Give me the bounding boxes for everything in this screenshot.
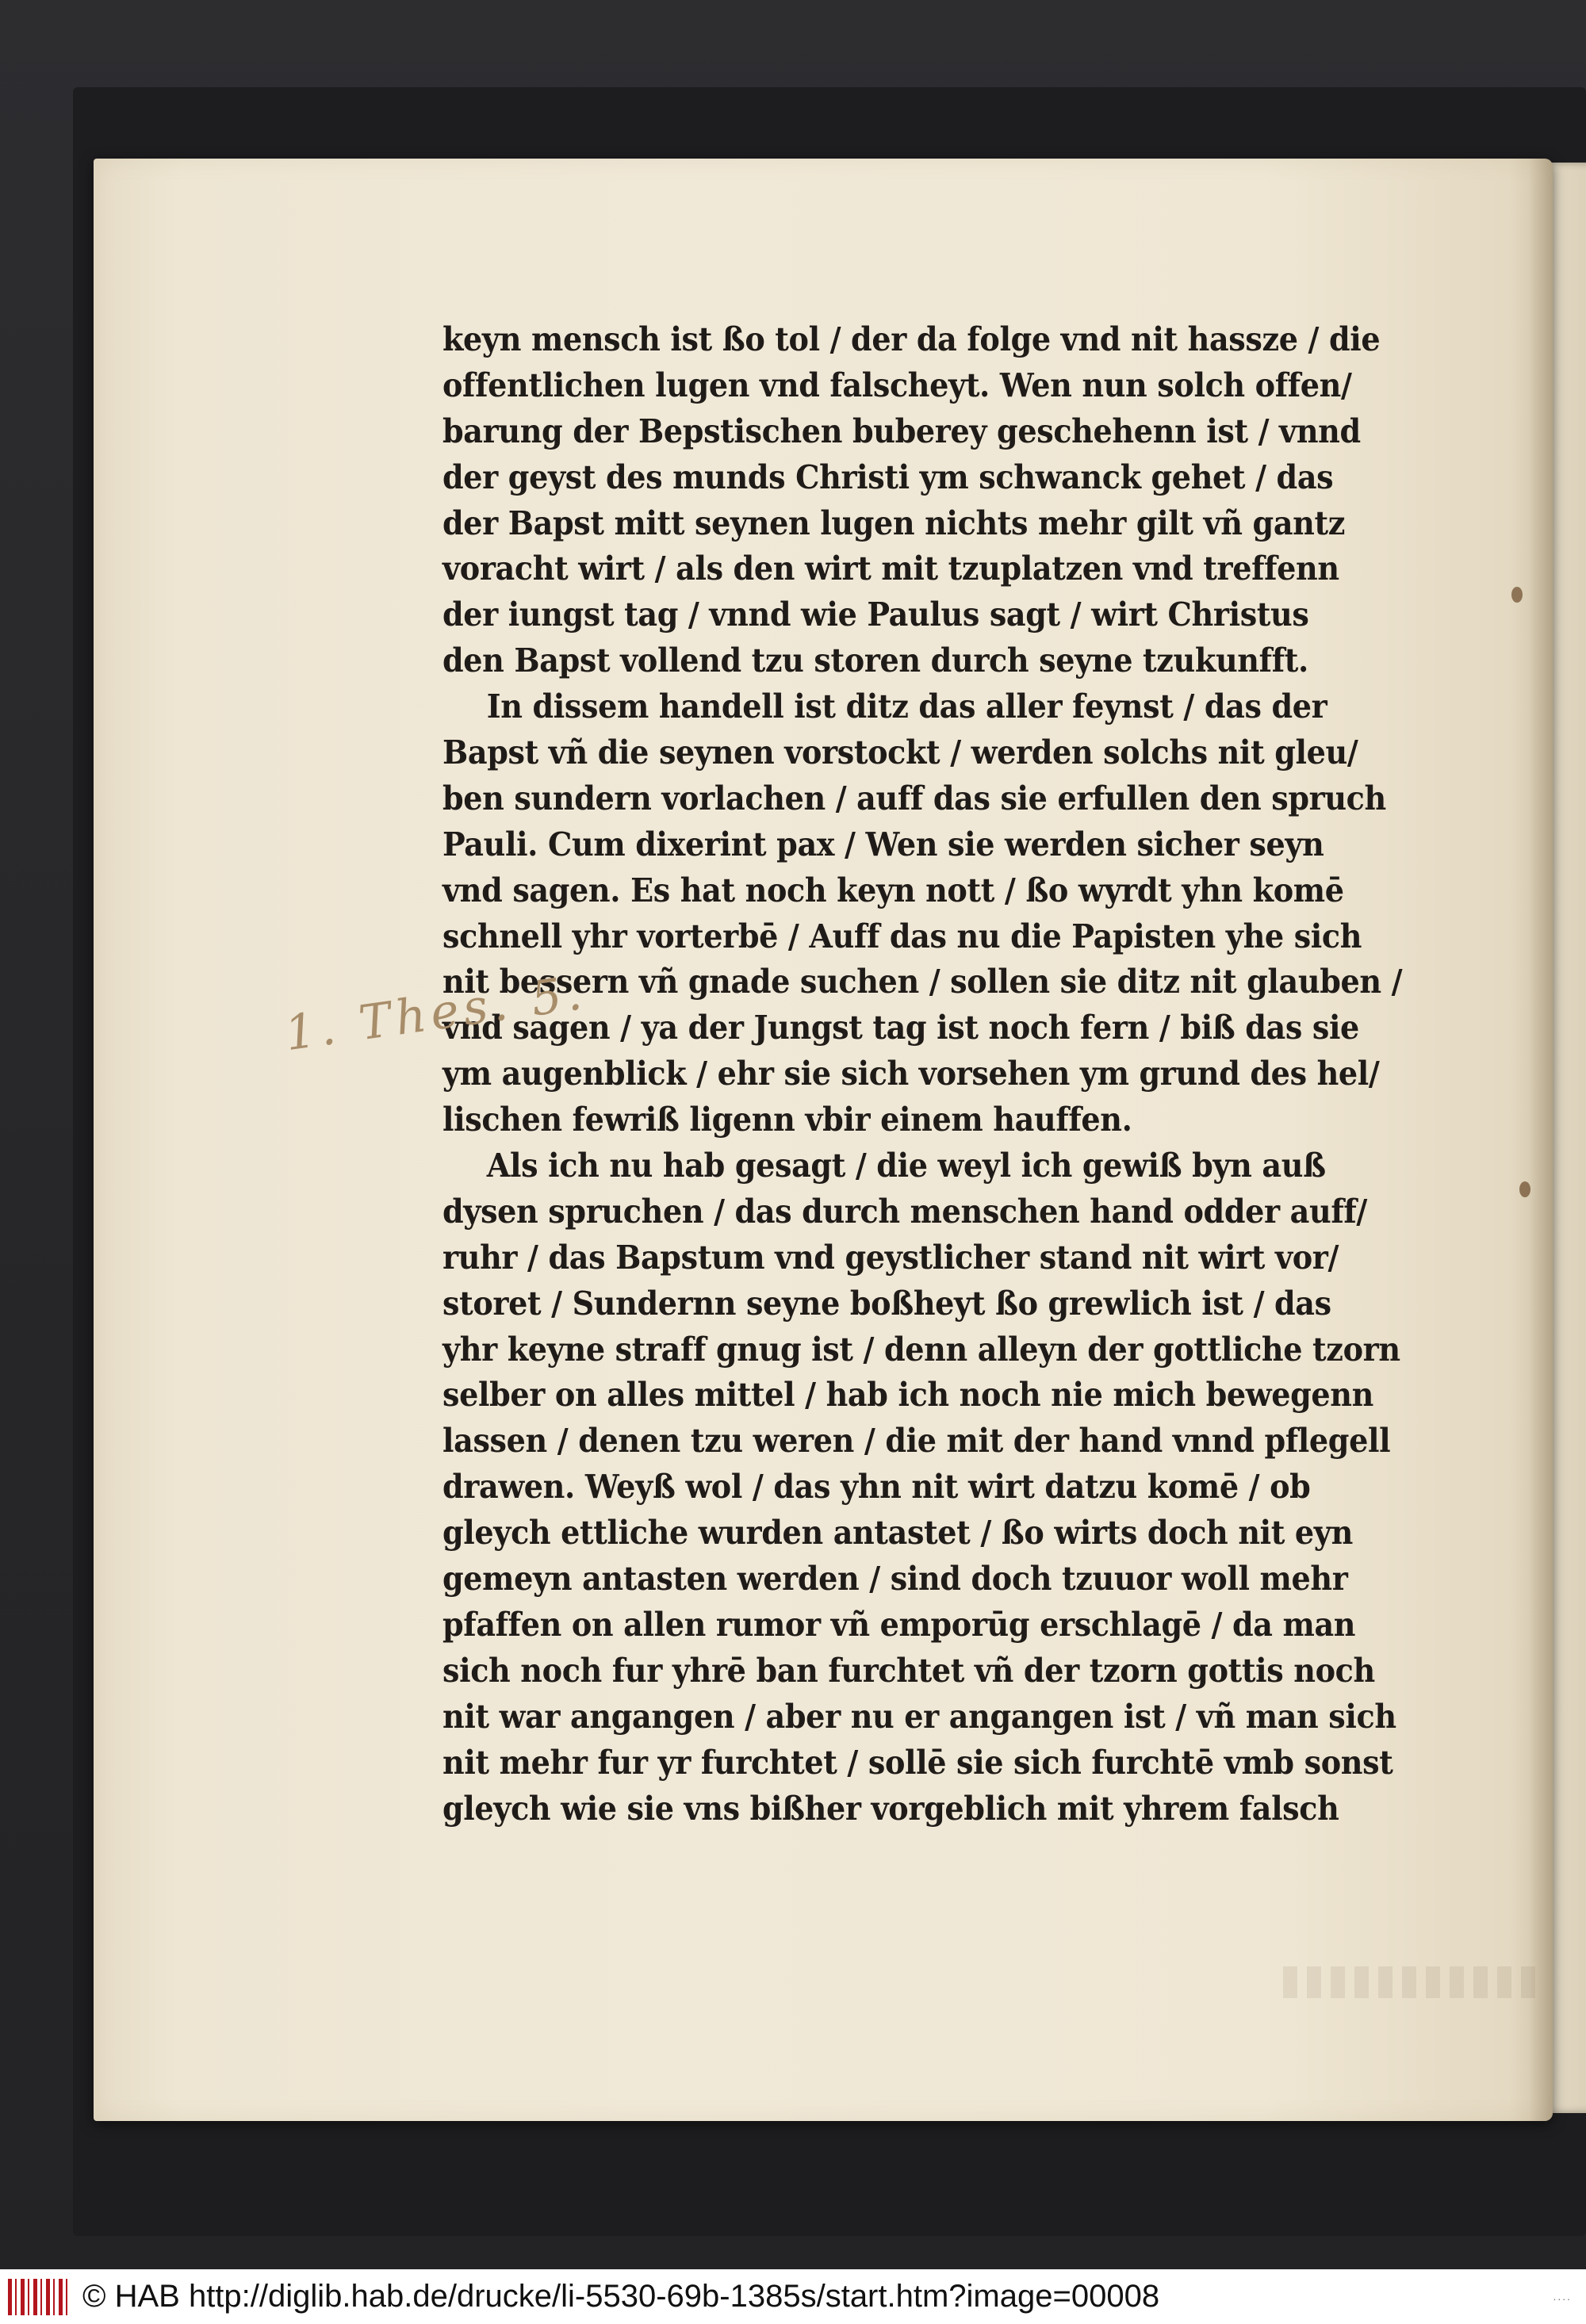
text-line: Bapst vñ die seynen vorstockt / werden solchs nit gleu/ <box>442 733 1358 772</box>
page-stain <box>1519 1181 1530 1197</box>
paragraph-start-line: Als ich nu hab gesagt / die weyl ich gewiß byn auß <box>486 1147 1326 1185</box>
text-line: sich noch fur yhrē ban furchtet vñ der tzorn gottis noch <box>442 1651 1375 1690</box>
text-line: yhr keyne straff gnug ist / denn alleyn der gottliche tzorn <box>442 1330 1400 1369</box>
text-line: nit war angangen / aber nu er angangen ist / vñ man sich <box>442 1697 1396 1736</box>
text-line: selber on alles mittel / hab ich noch nie mich bewegenn <box>442 1376 1374 1415</box>
text-line: lassen / denen tzu weren / die mit der hand vnnd pflegell <box>442 1422 1391 1461</box>
text-line: ruhr / das Bapstum vnd geystlicher stand nit wirt vor/ <box>442 1238 1339 1277</box>
text-line: Pauli. Cum dixerint pax / Wen sie werden sicher seyn <box>442 825 1324 863</box>
text-line: gleych ettliche wurden antastet / ßo wirts doch nit eyn <box>442 1514 1353 1553</box>
text-line: offentlichen lugen vnd falscheyt. Wen nun solch offen/ <box>442 366 1352 404</box>
show-through-offset <box>1283 1966 1537 1998</box>
text-line: storet / Sundernn seyne boßheyt ßo grewlich ist / das <box>442 1284 1331 1323</box>
printed-text-block <box>442 317 1521 1832</box>
text-line: drawen. Weyß wol / das yhn nit wirt datzu komē / ob <box>442 1468 1311 1507</box>
barcode-icon <box>8 2279 70 2315</box>
text-line: gleych wie sie vns bißher vorgeblich mit yhrem falsch <box>442 1789 1339 1828</box>
text-line: dysen spruchen / das durch menschen hand odder auff/ <box>442 1192 1367 1231</box>
text-line: der geyst des munds Christi ym schwanck gehet / das <box>442 458 1334 496</box>
footer-credit-link[interactable]: © HAB http://diglib.hab.de/drucke/li-5530-69b-1385s/start.htm?image=00008 <box>82 2279 1160 2314</box>
text-line: nit bessern vñ gnade suchen / sollen sie ditz nit glauben / <box>442 963 1403 1001</box>
text-line: vnd sagen. Es hat noch keyn nott / ßo wyrdt yhn komē <box>442 871 1344 909</box>
text-line: barung der Bepstischen buberey geschehenn ist / vnnd <box>442 412 1361 450</box>
text-line: lischen fewriß ligenn vbir einem hauffen. <box>442 1101 1132 1139</box>
paragraph-start-line: In dissem handell ist ditz das aller feynst / das der <box>486 687 1327 726</box>
text-line: der iungst tag / vnnd wie Paulus sagt / wirt Christus <box>442 595 1309 634</box>
text-line: keyn mensch ist ßo tol / der da folge vnd nit hassze / die <box>442 320 1381 358</box>
text-line: gemeyn antasten werden / sind doch tzuuor woll mehr <box>442 1560 1348 1598</box>
text-line: der Bapst mitt seynen lugen nichts mehr gilt vñ gantz <box>442 503 1346 542</box>
credit-footer <box>0 2269 1586 2324</box>
text-line: pfaffen on allen rumor vñ emporūg erschlagē / da man <box>442 1605 1356 1644</box>
text-line: voracht wirt / als den wirt mit tzuplatzen vnd treffenn <box>442 549 1339 588</box>
text-line: schnell yhr vorterbē / Auff das nu die Papisten yhe sich <box>442 917 1362 955</box>
handwritten-margin-note: 1. Thes. 5. <box>281 964 590 1062</box>
book-page <box>94 159 1553 2121</box>
page-stain <box>1511 587 1523 603</box>
footer-tail-mark: .... <box>1553 2290 1572 2303</box>
text-line: ben sundern vorlachen / auff das sie erfullen den spruch <box>442 779 1386 817</box>
text-line: nit mehr fur yr furchtet / sollē sie sich furchtē vmb sonst <box>442 1743 1393 1782</box>
text-line: den Bapst vollend tzu storen durch seyne tzukunfft. <box>442 641 1308 680</box>
text-line: ym augenblick / ehr sie sich vorsehen ym grund des hel/ <box>442 1055 1380 1093</box>
text-line: vnd sagen / ya der Jungst tag ist noch fern / biß das sie <box>442 1009 1359 1047</box>
